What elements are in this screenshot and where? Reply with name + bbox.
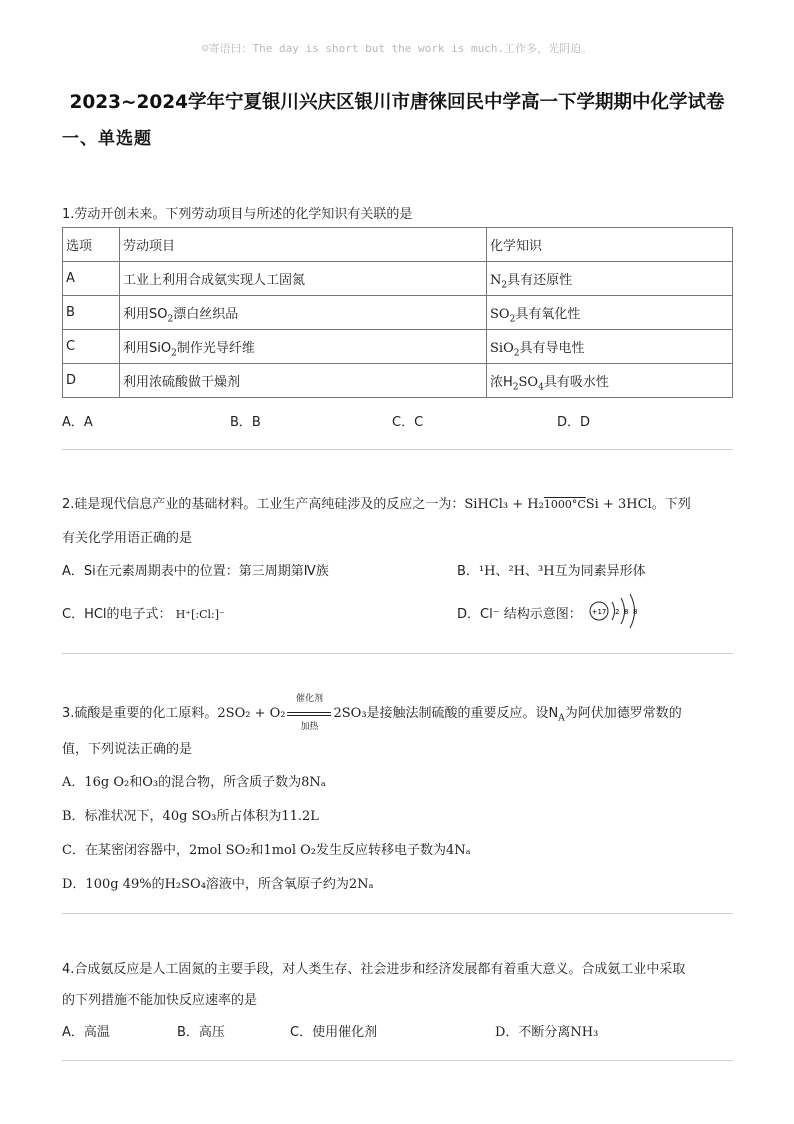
separator xyxy=(62,1060,733,1061)
q1-stem: 1.劳动开创未来。下列劳动项目与所述的化学知识有关联的是 xyxy=(62,207,413,222)
q4-stem: 4.合成氨反应是人工固氮的主要手段，对人类生存、社会进步和经济发展都有着重大意义。合成氨工业中采取 xyxy=(62,962,686,977)
hcl-electron-formula: H⁺[:Cl:]⁻ xyxy=(175,608,225,621)
q1-option-d[interactable]: D．D xyxy=(557,415,591,430)
q3-option-c[interactable]: C．在某密闭容器中，2mol SO₂和1mol O₂发生反应转移电子数为4Nₐ xyxy=(62,843,471,858)
q3-option-b[interactable]: B．标准状况下，40g SO₃所占体积为11.2L xyxy=(62,809,319,824)
q3-stem-line2: 值，下列说法正确的是 xyxy=(62,742,193,757)
q2-option-b[interactable]: B．¹H、²H、³H互为同素异形体 xyxy=(457,564,646,579)
q3-equation-arrow: $\frac{\text{催化剂}}{\text{加热}}$ xyxy=(287,707,331,721)
table-cell-key: B xyxy=(63,296,120,330)
table-row xyxy=(63,262,733,296)
table-cell-project: 工业上利用合成氨实现人工固氮 xyxy=(120,262,487,296)
q4-option-d[interactable]: D．不断分离NH₃ xyxy=(495,1025,599,1040)
q1-table xyxy=(62,227,733,398)
q4-stem-line2: 的下列措施不能加快反应速率的是 xyxy=(62,993,258,1008)
shell-electron-count: 8 xyxy=(633,608,638,616)
table-header-cell: 化学知识 xyxy=(487,228,733,262)
table-row xyxy=(63,330,733,364)
table-row xyxy=(63,296,733,330)
separator xyxy=(62,449,733,450)
q3-stem: 3.硫酸是重要的化工原料。2SO₂ + O₂ $\frac{\text{催化剂}}{\text{加热}}$ 2SO₃是接触法制硫酸的重要反应。设$N_A$为阿伏加德罗常数的 xyxy=(62,693,682,732)
q4-option-c[interactable]: C．使用催化剂 xyxy=(290,1025,378,1040)
table-header-cell: 选项 xyxy=(63,228,120,262)
shell-electron-count: 2 xyxy=(615,608,620,616)
q1-option-c[interactable]: C．C xyxy=(392,415,424,430)
table-cell-knowledge: $N_2$具有还原性 xyxy=(487,262,733,296)
q1-option-b[interactable]: B．B xyxy=(230,415,261,430)
nucleus-charge-label: +17 xyxy=(591,608,607,616)
q2-equation: SiHCl₃ + H₂ xyxy=(464,497,544,512)
q4-option-a[interactable]: A．高温 xyxy=(62,1025,110,1040)
q2-option-a[interactable]: A．Si在元素周期表中的位置：第三周期第Ⅳ族 xyxy=(62,564,329,579)
q3-option-a[interactable]: A．16g O₂和O₃的混合物，所含质子数为8Nₐ xyxy=(62,775,326,790)
cl-ion-structure-diagram xyxy=(588,590,644,632)
q2-equation-condition: 1000°C xyxy=(543,498,586,511)
table-cell-key: D xyxy=(63,364,120,398)
separator xyxy=(62,913,733,914)
table-header-cell: 劳动项目 xyxy=(120,228,487,262)
table-cell-project: 利用$SO_2$漂白丝织品 xyxy=(120,296,487,330)
q2-option-d[interactable]: D．Cl⁻ 结构示意图： xyxy=(457,607,582,622)
q4-option-b[interactable]: B．高压 xyxy=(177,1025,225,1040)
table-cell-knowledge: SiO$_2$具有导电性 xyxy=(487,330,733,364)
shell-electron-count: 8 xyxy=(624,608,629,616)
table-header-row xyxy=(63,228,733,262)
table-cell-key: C xyxy=(63,330,120,364)
motto-text: ☺寄语曰：The day is short but the work is much.工作多，光阴迫。 xyxy=(201,42,593,55)
q1-option-a[interactable]: A．A xyxy=(62,415,93,430)
table-cell-project: 利用浓硫酸做干燥剂 xyxy=(120,364,487,398)
section-title: 一、单选题 xyxy=(62,129,152,149)
q3-option-d[interactable]: D．100g 49%的H₂SO₄溶液中，所含氧原子约为2Nₐ xyxy=(62,877,374,892)
q2-option-c[interactable]: C．HCl的电子式： H⁺[:Cl:]⁻ xyxy=(62,607,225,622)
q2-stem-line2: 有关化学用语正确的是 xyxy=(62,531,193,546)
table-cell-key: A xyxy=(63,262,120,296)
table-row xyxy=(63,364,733,398)
separator xyxy=(62,653,733,654)
page-title: 2023~2024学年宁夏银川兴庆区银川市唐徕回民中学高一下学期期中化学试卷 xyxy=(69,92,725,113)
q2-stem: 2.硅是现代信息产业的基础材料。工业生产高纯硅涉及的反应之一为：SiHCl₃ + H₂1000°CSi + 3HCl。下列 xyxy=(62,497,691,512)
table-cell-project: 利用SiO$_2$制作光导纤维 xyxy=(120,330,487,364)
table-cell-knowledge: 浓$H_2SO_4$具有吸水性 xyxy=(487,364,733,398)
table-cell-knowledge: $SO_2$具有氧化性 xyxy=(487,296,733,330)
